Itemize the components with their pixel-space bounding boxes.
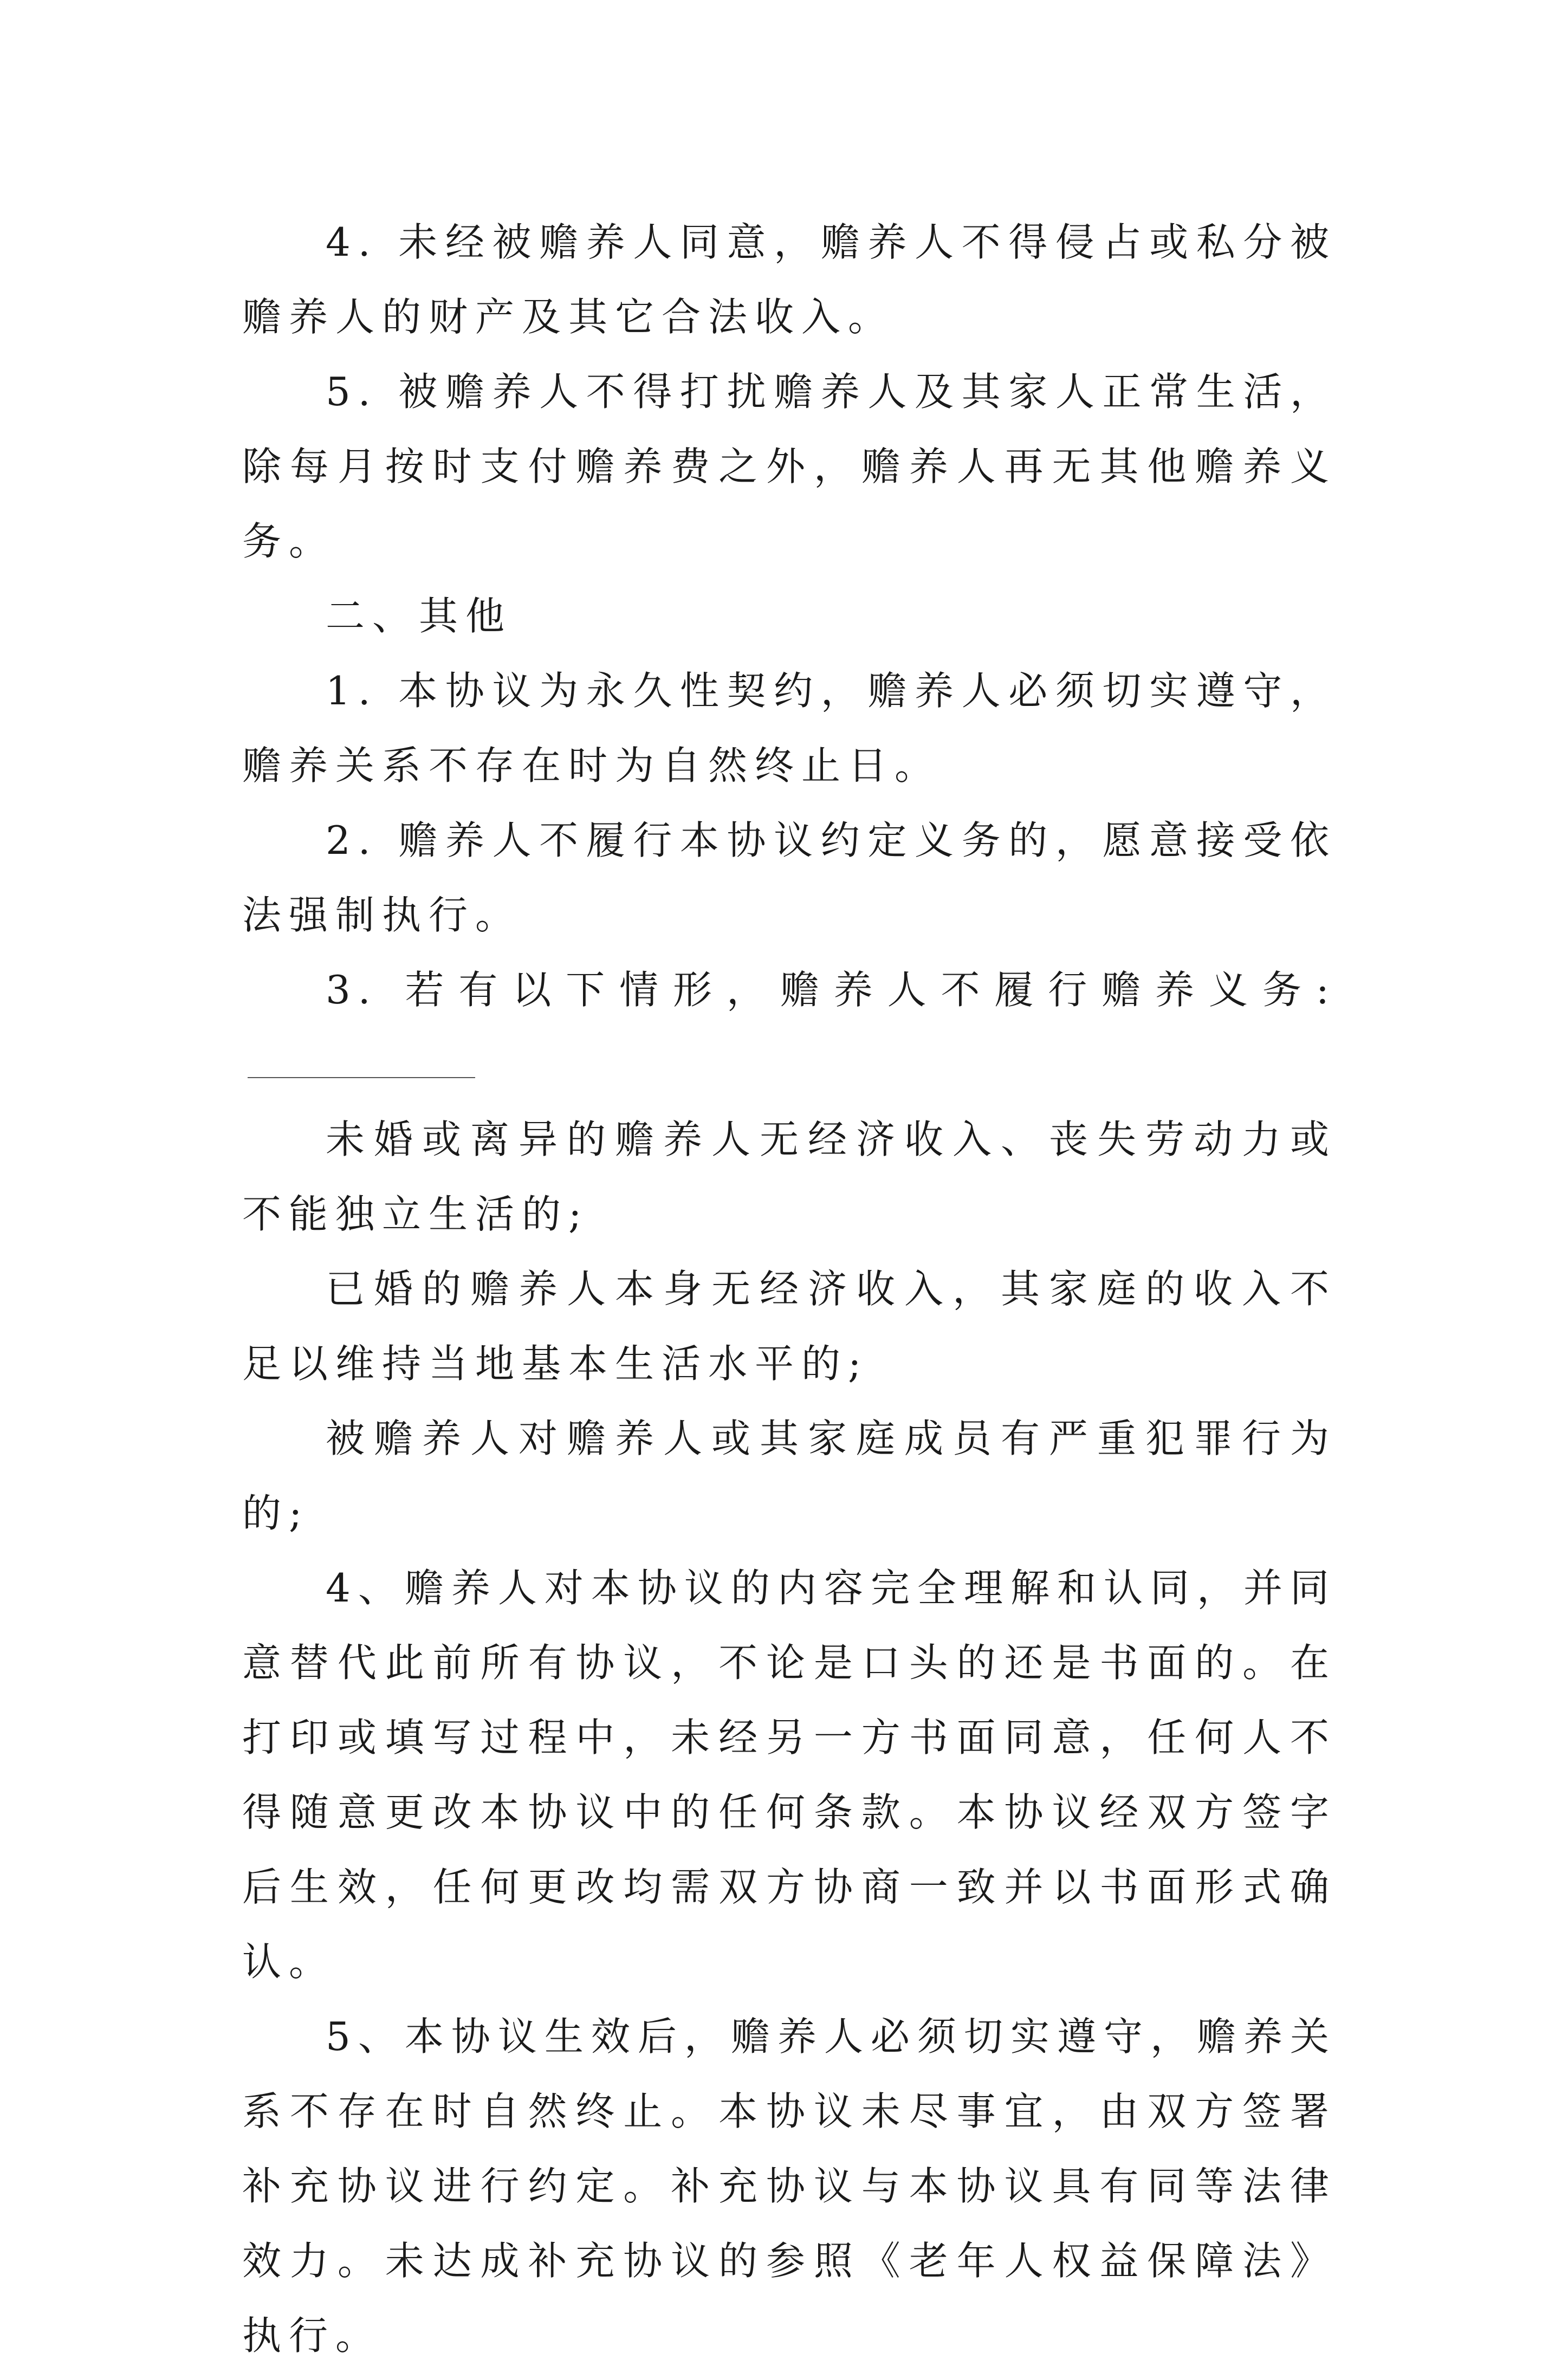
paragraph-other-1: 1. 本协议为永久性契约，赡养人必须切实遵守，赡养关系不存在时为自然终止日。 [242,668,1337,788]
paragraph-clause-5: 5. 被赡养人不得打扰赡养人及其家人正常生活，除每月按时支付赡养费之外，赡养人再无其他赡养义务。 [242,369,1337,564]
paragraph-clause-4: 4. 未经被赡养人同意，赡养人不得侵占或私分被赡养人的财产及其它合法收入。 [242,219,1337,340]
fill-in-blank-line [248,1077,475,1078]
paragraph-other-2: 2. 赡养人不履行本协议约定义务的，愿意接受依法强制执行。 [242,818,1337,938]
paragraph-other-5: 5、本协议生效后，赡养人必须切实遵守，赡养关系不存在时自然终止。本协议未尽事宜，由双方签署补充协议进行约定。补充协议与本协议具有同等法律效力。未达成补充协议的参照《老年人权益保障法》执行。 [242,2014,1337,2358]
section-heading-other: 二、其他 [326,593,513,639]
paragraph-case-crime: 被赡养人对赡养人或其家庭成员有严重犯罪行为的; [242,1416,1337,1536]
paragraph-case-unmarried: 未婚或离异的赡养人无经济收入、丧失劳动力或不能独立生活的; [242,1117,1337,1237]
document-page [242,205,1337,2373]
paragraph-case-married: 已婚的赡养人本身无经济收入，其家庭的收入不足以维持当地基本生活水平的; [242,1266,1337,1386]
paragraph-other-4: 4、赡养人对本协议的内容完全理解和认同，并同意替代此前所有协议，不论是口头的还是书面的。在打印或填写过程中，未经另一方书面同意，任何人不得随意更改本协议中的任何条款。本协议经双方签字后生效，任何更改均需双方协商一致并以书面形式确认。 [242,1565,1337,1985]
paragraph-other-3 [242,952,1337,1102]
paragraph-other-3-text: 3. 若有以下情形，赡养人不履行赡养义务: [326,967,1337,1013]
